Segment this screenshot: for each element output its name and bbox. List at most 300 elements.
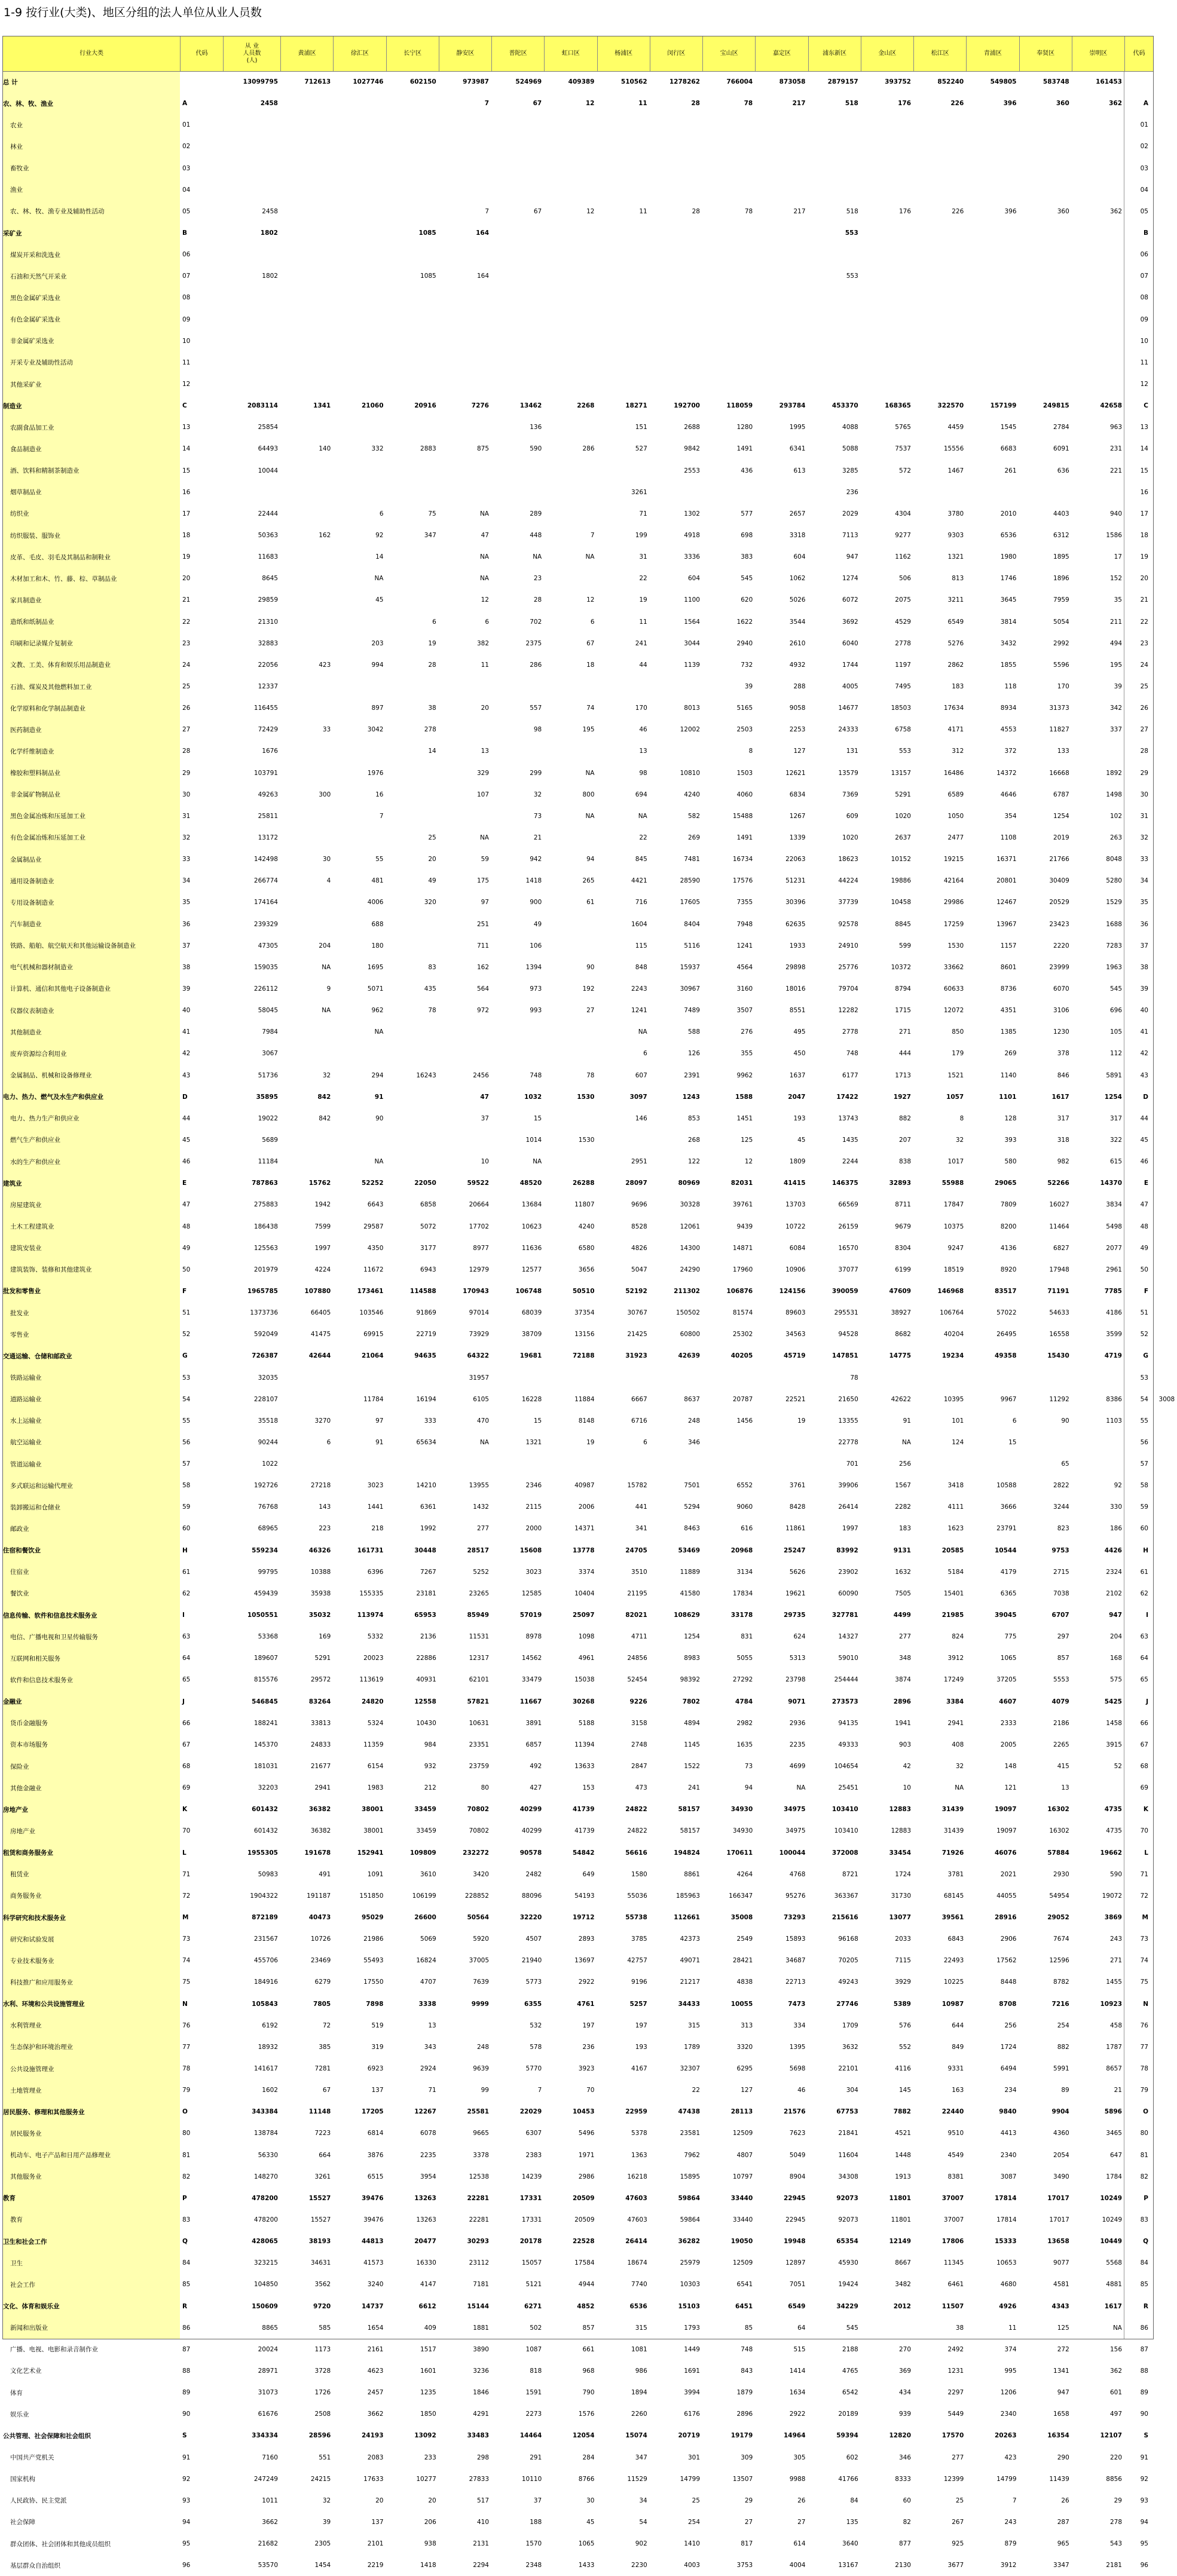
cell-district: 1103 — [1106, 1417, 1122, 1425]
row-code: 93 — [182, 2497, 191, 2504]
row-code: 03 — [182, 164, 191, 172]
cell-district — [808, 352, 861, 373]
cell-district: 12054 — [572, 2432, 595, 2440]
cell-district: 57022 — [996, 1309, 1017, 1317]
cell-district: 19712 — [572, 1914, 595, 1922]
row-code: L — [182, 1849, 187, 1857]
cell-district: 9131 — [893, 1546, 911, 1554]
header-district: 杨浦区 — [597, 36, 650, 71]
cell-district: 2340 — [1000, 2410, 1017, 2418]
cell-district: 16486 — [943, 769, 964, 777]
cell-district: 3890 — [473, 2345, 489, 2353]
cell-district: 12979 — [469, 1266, 489, 1273]
cell-district: 70 — [586, 2087, 595, 2094]
cell-district: 6451 — [735, 2302, 753, 2310]
cell-district: 10249 — [1102, 2216, 1122, 2223]
cell-total: 21682 — [258, 2540, 278, 2548]
cell-district: 9277 — [895, 532, 911, 540]
cell-district: 104654 — [834, 1763, 858, 1771]
cell-district: 125 — [741, 1136, 753, 1144]
cell-district: 40204 — [943, 1331, 964, 1338]
cell-district — [913, 287, 966, 308]
table-row — [3, 1518, 1153, 1539]
cell-district: 1709 — [842, 2021, 858, 2029]
cell-district: 3912 — [1000, 2562, 1017, 2569]
cell-district: 6541 — [736, 2281, 753, 2289]
cell-district — [808, 287, 861, 308]
cell-district — [386, 244, 439, 265]
cell-district: 176 — [898, 207, 911, 215]
cell-district: 9247 — [947, 1244, 964, 1252]
cell-district: 5291 — [314, 1655, 331, 1662]
cell-district: 8934 — [1000, 705, 1017, 712]
cell-district: 39045 — [994, 1612, 1017, 1619]
cell-district: 410 — [476, 2518, 489, 2526]
cell-district: 14370 — [1100, 1180, 1122, 1187]
cell-district: 602 — [846, 2454, 858, 2461]
cell-district: 2879157 — [827, 78, 858, 86]
cell-district: 12883 — [891, 1827, 911, 1835]
cell-district: 481 — [371, 877, 384, 885]
cell-district — [1019, 158, 1072, 179]
cell-district: 18 — [586, 661, 595, 669]
row-code: 46 — [182, 1158, 191, 1166]
cell-district — [280, 136, 333, 157]
cell-district: 5698 — [789, 2065, 806, 2072]
cell-district: 17806 — [941, 2238, 964, 2246]
cell-total: 592049 — [253, 1331, 278, 1338]
cell-district — [280, 179, 333, 201]
row-sector-name: 皮革、毛皮、羽毛及其制品和制鞋业 — [10, 553, 111, 561]
row-code-right: 27 — [1140, 726, 1148, 734]
cell-district: 341 — [635, 1525, 647, 1533]
cell-district: 38 — [428, 705, 436, 712]
cell-district — [280, 1389, 333, 1410]
cell-district: 5294 — [684, 1503, 700, 1511]
cell-district: 3728 — [314, 2367, 331, 2375]
cell-district — [439, 373, 491, 395]
cell-district — [544, 827, 597, 849]
row-sector-name: 土木工程建筑业 — [10, 1223, 54, 1231]
cell-district — [861, 2317, 913, 2339]
row-sector-name: 房地产业 — [10, 1827, 35, 1835]
cell-district: 4351 — [1000, 1007, 1017, 1015]
cell-district: 2077 — [1106, 1244, 1122, 1252]
cell-district: 15 — [1008, 1438, 1017, 1446]
table-header — [3, 36, 1153, 72]
cell-district: 71191 — [1047, 1287, 1069, 1295]
cell-district: 831 — [741, 1633, 753, 1641]
cell-district: 270 — [898, 2345, 911, 2353]
cell-district: 22945 — [785, 2216, 806, 2223]
cell-district: 164 — [476, 229, 489, 237]
cell-district: 52192 — [625, 1287, 647, 1295]
cell-district — [280, 503, 333, 525]
cell-district: 204 — [319, 942, 331, 949]
cell-district: 3753 — [736, 2562, 753, 2569]
cell-district: 2161 — [367, 2345, 384, 2353]
cell-district: 3891 — [525, 1719, 542, 1727]
row-code: 14 — [182, 445, 191, 453]
cell-district: 33440 — [732, 2216, 753, 2223]
cell-district: 7 — [590, 532, 595, 540]
cell-district: 9077 — [1053, 2259, 1069, 2267]
cell-total: 32203 — [258, 1784, 278, 1792]
cell-district: 66405 — [310, 1309, 331, 1317]
cell-district: 90 — [586, 963, 595, 971]
cell-district: 609 — [846, 812, 858, 820]
cell-district: 1997 — [314, 1244, 331, 1252]
cell-total: 50363 — [258, 532, 278, 540]
cell-district: 60633 — [943, 985, 964, 993]
cell-district: 585 — [319, 2324, 331, 2332]
cell-district: 614 — [793, 2540, 806, 2548]
cell-district — [280, 589, 333, 611]
cell-total: 226112 — [253, 985, 278, 993]
cell-district: 8657 — [1106, 2065, 1122, 2072]
cell-district: 3640 — [842, 2540, 858, 2548]
cell-district: 14799 — [680, 2475, 700, 2483]
cell-district: 28421 — [732, 1957, 753, 1965]
table-row — [3, 2188, 1153, 2209]
cell-total: 1602 — [262, 2087, 278, 2094]
cell-total: 188241 — [253, 1719, 278, 1727]
cell-district: 6078 — [420, 2130, 436, 2137]
cell-district: 317 — [1057, 1114, 1069, 1122]
cell-district: 2029 — [842, 510, 858, 517]
cell-district: 1881 — [473, 2324, 489, 2332]
row-sector-name: 广播、电视、电影和录音制作业 — [10, 2346, 98, 2354]
row-sector-name: 计算机、通信和其他电子设备制造业 — [10, 985, 111, 993]
cell-district: 21576 — [783, 2108, 806, 2116]
cell-district: 13633 — [574, 1763, 595, 1771]
cell-district — [280, 1129, 333, 1151]
cell-district — [439, 805, 491, 827]
cell-district: 390059 — [831, 1287, 858, 1295]
cell-district: 24822 — [625, 1806, 647, 1814]
table-row — [3, 1842, 1153, 1864]
cell-district: 3008 — [1158, 1395, 1175, 1403]
row-sector-name: 航空运输业 — [10, 1439, 42, 1447]
cell-total: 49263 — [258, 791, 278, 798]
cell-district: 152 — [1109, 575, 1122, 583]
cell-district: 1617 — [1104, 2302, 1122, 2310]
cell-district: 37354 — [574, 1309, 595, 1317]
cell-district: 8 — [748, 748, 753, 755]
cell-district: 192700 — [674, 402, 700, 410]
cell-district — [491, 287, 544, 308]
cell-district: 1691 — [684, 2367, 700, 2375]
cell-district: 11827 — [1049, 726, 1069, 734]
cell-district: 14210 — [416, 1482, 436, 1490]
cell-district: 4894 — [684, 1719, 700, 1727]
cell-district: 192 — [582, 985, 595, 993]
table-row — [3, 1669, 1153, 1690]
cell-district: 39561 — [941, 1914, 964, 1922]
cell-district: 14799 — [996, 2475, 1017, 2483]
cell-total: 50983 — [258, 1870, 278, 1878]
cell-district: 6612 — [418, 2302, 436, 2310]
row-sector-name: 其他服务业 — [10, 2173, 42, 2181]
cell-district: 30396 — [785, 899, 806, 906]
row-code: E — [182, 1180, 187, 1187]
cell-district: 57019 — [519, 1612, 542, 1619]
cell-district: 13263 — [416, 2216, 436, 2223]
row-sector-name: 住宿业 — [10, 1569, 29, 1576]
table-body — [3, 71, 1175, 2576]
cell-district — [386, 179, 439, 201]
cell-district: 10110 — [521, 2475, 542, 2483]
row-code: I — [182, 1612, 185, 1619]
cell-district — [861, 287, 913, 308]
cell-district: 6154 — [367, 1763, 384, 1771]
row-sector-name: 非金属矿物制品业 — [10, 791, 60, 799]
cell-district: 23423 — [1049, 920, 1069, 928]
cell-district — [1019, 330, 1072, 352]
cell-district: 18016 — [785, 985, 806, 993]
cell-district: 3240 — [367, 2281, 384, 2289]
cell-district: 90578 — [519, 1849, 542, 1857]
cell-district: 55738 — [625, 1914, 647, 1922]
cell-district: 16228 — [521, 1395, 542, 1403]
cell-district: 13955 — [469, 1482, 489, 1490]
cell-district: 28590 — [680, 877, 700, 885]
cell-district — [544, 352, 597, 373]
row-code: P — [182, 2194, 187, 2202]
row-sector-name: 通用设备制造业 — [10, 877, 54, 885]
cell-district: 32 — [533, 791, 542, 798]
cell-district: 393 — [1004, 1136, 1017, 1144]
cell-district: 6040 — [842, 639, 858, 647]
cell-district — [280, 201, 333, 222]
cell-district: NA — [479, 510, 489, 517]
row-code-right: 03 — [1140, 164, 1148, 172]
cell-district: 19 — [586, 1438, 595, 1446]
cell-district: 38001 — [361, 1806, 384, 1814]
cell-district — [491, 1021, 544, 1043]
cell-district: 13157 — [891, 769, 911, 777]
row-code-right: 84 — [1140, 2259, 1148, 2267]
cell-district: 10631 — [469, 1719, 489, 1727]
cell-district: 211 — [1109, 618, 1122, 626]
cell-district — [650, 373, 702, 395]
cell-total: 186438 — [253, 1223, 278, 1230]
cell-district: 153 — [582, 1784, 595, 1792]
cell-district — [280, 114, 333, 136]
cell-district — [597, 244, 650, 265]
cell-district: 343 — [424, 2043, 436, 2051]
cell-district: 10372 — [891, 963, 911, 971]
row-code-right: 19 — [1140, 553, 1148, 561]
table-row — [3, 2554, 1153, 2576]
row-sector-name: 租赁和商务服务业 — [3, 1849, 53, 1857]
cell-district: 644 — [952, 2021, 964, 2029]
cell-district — [333, 179, 386, 201]
cell-district — [702, 482, 755, 503]
cell-district: 5773 — [525, 1978, 542, 1986]
cell-district: 10225 — [943, 1978, 964, 1986]
cell-district: 83 — [428, 963, 436, 971]
cell-district: 3023 — [367, 1482, 384, 1490]
cell-district: 127 — [741, 2087, 753, 2094]
cell-district: 150502 — [675, 1309, 700, 1317]
cell-district: 2294 — [473, 2562, 489, 2569]
cell-district: 38 — [955, 2324, 964, 2332]
cell-district: 15488 — [732, 812, 753, 820]
table-row — [3, 330, 1153, 352]
cell-district: 24820 — [361, 1698, 384, 1705]
cell-district: 17331 — [519, 2194, 542, 2202]
cell-district: 897 — [371, 705, 384, 712]
cell-district: 68145 — [943, 1892, 964, 1900]
cell-district: 5324 — [367, 1719, 384, 1727]
cell-district: 7537 — [895, 445, 911, 453]
cell-district: 877 — [898, 2540, 911, 2548]
cell-district — [1019, 373, 1072, 395]
cell-district: 775 — [1004, 1633, 1017, 1641]
cell-district: 49 — [533, 920, 542, 928]
cell-district: 299 — [530, 769, 542, 777]
cell-district: 580 — [1004, 1158, 1017, 1166]
cell-district: 3954 — [420, 2173, 436, 2180]
cell-district: 164 — [476, 272, 489, 280]
row-code-right: 89 — [1140, 2389, 1148, 2397]
cell-district: 5055 — [736, 1655, 753, 1662]
row-code: 79 — [182, 2087, 191, 2094]
cell-district: 57884 — [1047, 1849, 1069, 1857]
cell-district: 355 — [741, 1050, 753, 1058]
cell-district: 615 — [1109, 1158, 1122, 1166]
row-code: 43 — [182, 1071, 191, 1079]
cell-district: 21766 — [1049, 856, 1069, 863]
cell-district: 491 — [319, 1870, 331, 1878]
cell-district: NA — [322, 963, 331, 971]
cell-district — [544, 330, 597, 352]
cell-district: 903 — [898, 1741, 911, 1748]
cell-district: 8920 — [1000, 1266, 1017, 1273]
cell-district: 2503 — [736, 726, 753, 734]
cell-district: 7283 — [1106, 942, 1122, 949]
cell-district: 162 — [319, 532, 331, 540]
cell-district: 27 — [744, 2518, 753, 2526]
cell-district: NA — [374, 1028, 384, 1036]
cell-district: 14 — [428, 748, 436, 755]
header-district: 普陀区 — [491, 36, 544, 71]
cell-district: 6461 — [947, 2281, 964, 2289]
cell-district: 17814 — [994, 2194, 1017, 2202]
cell-district — [702, 1367, 755, 1388]
cell-district: 6834 — [789, 791, 806, 798]
cell-district — [386, 935, 439, 957]
cell-district: 98 — [533, 726, 542, 734]
cell-district: 2136 — [420, 1633, 436, 1641]
cell-district: 5896 — [1104, 2108, 1122, 2116]
cell-district — [544, 1108, 597, 1129]
cell-district — [861, 1367, 913, 1388]
cell-total: 323215 — [253, 2259, 278, 2267]
cell-district: 3097 — [629, 1093, 647, 1101]
cell-district: 261 — [1004, 467, 1017, 474]
cell-district: 1081 — [631, 2345, 647, 2353]
cell-district: 18674 — [627, 2259, 647, 2267]
cell-district: 1278262 — [669, 78, 700, 86]
cell-total: 13172 — [258, 834, 278, 841]
cell-district: 74 — [586, 705, 595, 712]
cell-district: 1363 — [631, 2151, 647, 2159]
cell-district: 620 — [741, 596, 753, 604]
cell-district — [439, 287, 491, 308]
cell-district — [1019, 482, 1072, 503]
cell-district: 211302 — [674, 1287, 700, 1295]
cell-district: 385 — [319, 2043, 331, 2051]
cell-district: 249815 — [1043, 402, 1069, 410]
row-code: 48 — [182, 1223, 191, 1230]
cell-district: 6857 — [525, 1741, 542, 1748]
cell-district: 575 — [1109, 1676, 1122, 1684]
cell-district — [333, 158, 386, 179]
cell-district: 8766 — [578, 2475, 595, 2483]
cell-district: 207 — [898, 1136, 911, 1144]
cell-district: 6494 — [1000, 2065, 1017, 2072]
cell-district: NA — [638, 1028, 647, 1036]
cell-total: 1011 — [262, 2497, 278, 2504]
cell-district — [439, 416, 491, 438]
cell-district: 8 — [959, 1114, 964, 1122]
cell-district — [650, 309, 702, 330]
cell-district: 30409 — [1049, 877, 1069, 885]
table-row — [3, 1215, 1153, 1237]
cell-district: 11345 — [943, 2259, 964, 2267]
cell-district: 4581 — [1053, 2281, 1069, 2289]
cell-district: 519 — [371, 2021, 384, 2029]
cell-district: 91 — [374, 1093, 384, 1101]
cell-district — [544, 114, 597, 136]
cell-total: 68965 — [258, 1525, 278, 1533]
cell-district — [1019, 114, 1072, 136]
cell-district: 288 — [793, 683, 806, 690]
cell-district: 7674 — [1053, 1935, 1069, 1943]
cell-district: 265 — [582, 877, 595, 885]
cell-district: 553 — [898, 748, 911, 755]
cell-district — [966, 1453, 1019, 1475]
cell-district: 168365 — [885, 402, 911, 410]
cell-district: 6355 — [524, 2000, 542, 2008]
row-sector-name: 仪器仪表制造业 — [10, 1007, 54, 1015]
cell-district: 3599 — [1106, 1331, 1122, 1338]
cell-district: 2219 — [367, 2562, 384, 2569]
cell-district: 4680 — [1000, 2281, 1017, 2289]
cell-district: 1913 — [895, 2173, 911, 2180]
cell-district: 9696 — [631, 1201, 647, 1209]
cell-district — [491, 222, 544, 244]
cell-district: 6589 — [947, 791, 964, 798]
cell-district: 46 — [639, 726, 647, 734]
row-sector-name: 公共设施管理业 — [10, 2065, 54, 2073]
cell-district: 1787 — [1106, 2043, 1122, 2051]
cell-total: 1965785 — [247, 1287, 278, 1295]
cell-district: 900 — [530, 899, 542, 906]
cell-district: 6396 — [367, 1568, 384, 1576]
cell-district: 873058 — [779, 78, 806, 86]
cell-district: 1521 — [947, 1071, 964, 1079]
row-sector-name: 化学原料和化学制品制造业 — [10, 705, 85, 712]
header-district: 金山区 — [861, 36, 913, 71]
row-code-right: 66 — [1140, 1719, 1148, 1727]
row-code: 56 — [182, 1438, 191, 1446]
cell-district: 118059 — [726, 402, 753, 410]
cell-district: 31439 — [943, 1827, 964, 1835]
cell-district: 14372 — [996, 769, 1017, 777]
